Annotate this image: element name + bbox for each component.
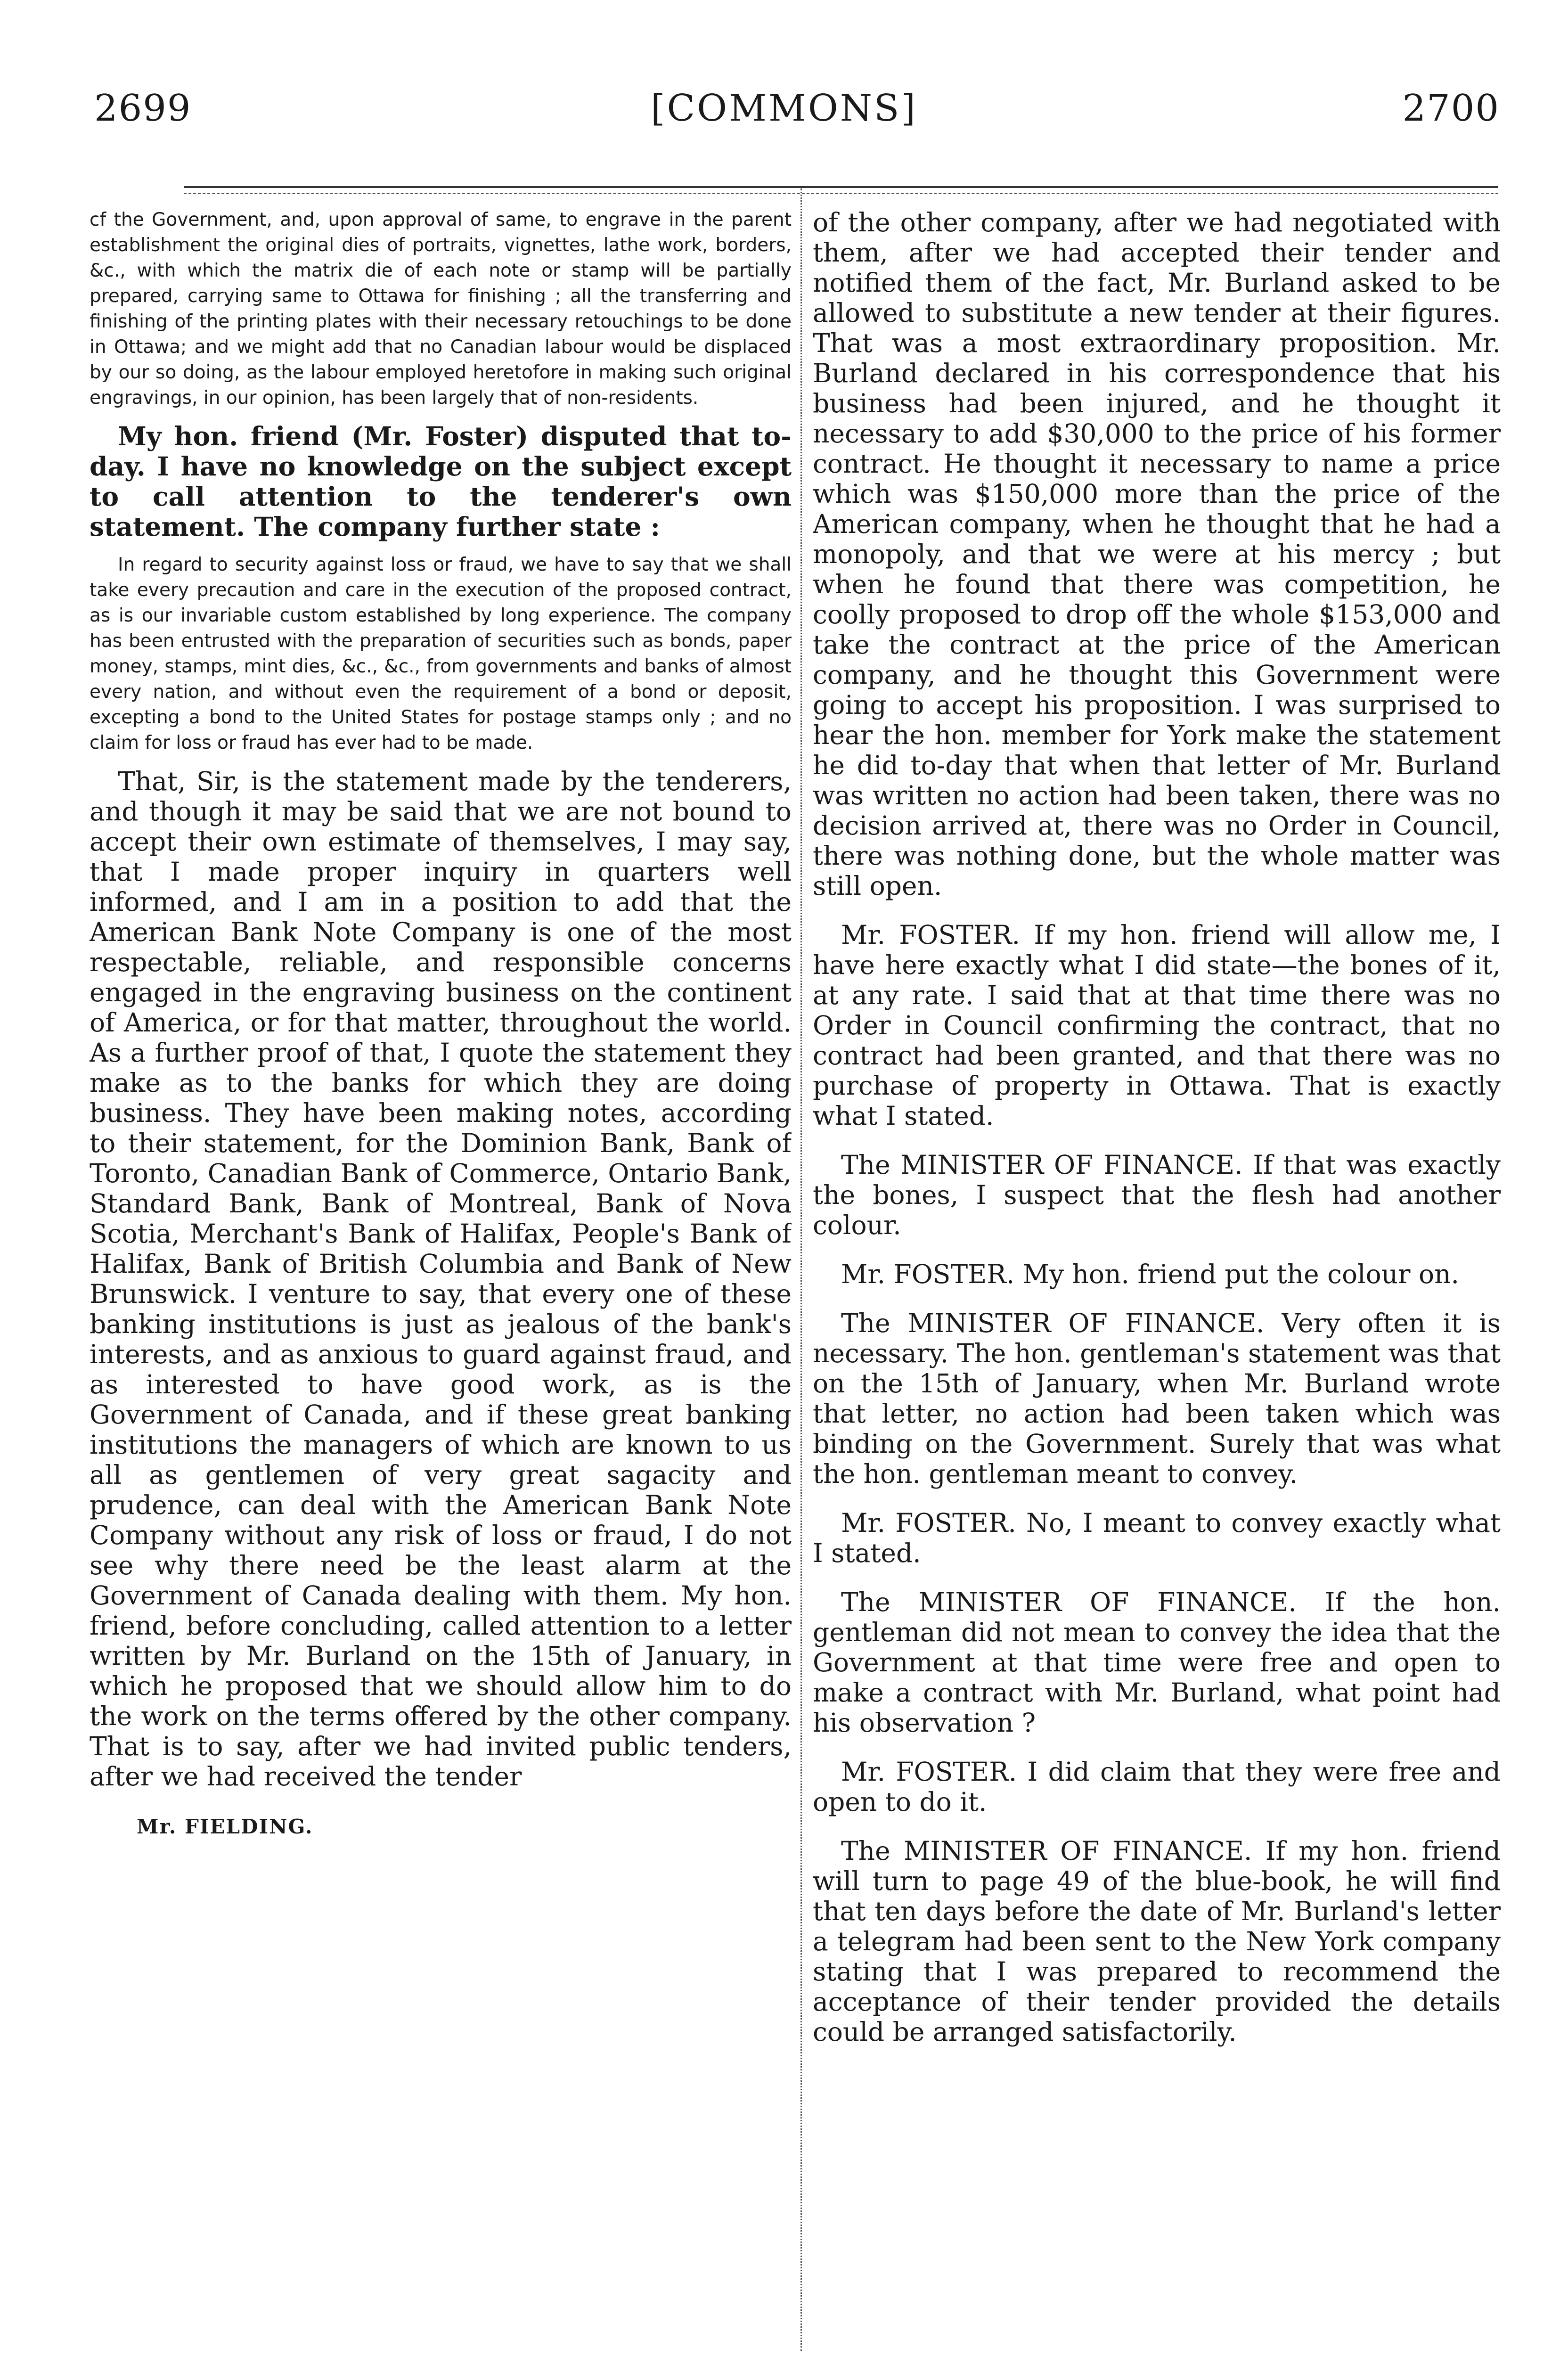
column-divider [800, 188, 802, 2351]
running-title: [COMMONS] [651, 87, 917, 130]
speech-paragraph: The MINISTER OF FINANCE. If my hon. friend will turn to page 49 of the blue-book, he will find that ten days before the date of Mr. Burland's letter a telegram had been sent to the New York company stating that I was prepared to recommend the acceptance of their tender provided the details could be arranged satisfactorily. [813, 1836, 1501, 2047]
speech-paragraph: Mr. FOSTER. No, I meant to convey exactly what I stated. [813, 1508, 1501, 1568]
header-rule [184, 186, 1498, 188]
page-header [0, 87, 1568, 139]
quoted-tender-excerpt: cf the Government, and, upon approval of same, to engrave in the parent establishment the original dies of portraits, vignettes, lathe work, borders, &c., with which the matrix die of each note or stamp will be partially prepared, carrying same to Ottawa for finishing ; all the transferring and finishing of the printing plates with their necessary retouchings to be done in Ottawa; and we might add that no Canadian labour would be displaced by our so doing, as the labour employed heretofore in making such original engravings, in our opinion, has been largely that of non-residents. [90, 209, 792, 409]
quoted-security-excerpt: In regard to security against loss or fraud, we have to say that we shall take every precaution and care in the execution of the proposed contract, as is our invariable custom established by long experience. The company has been entrusted with the preparation of securities such as bonds, paper money, stamps, mint dies, &c., &c., from governments and banks of almost every nation, and without even the requirement of a bond or deposit, excepting a bond to the United States for postage stamps only ; and no claim for loss or fraud has ever had to be made. [90, 554, 792, 753]
header-rule-dashed [184, 193, 1498, 194]
page-number-right: 2700 [1402, 87, 1500, 130]
page-number-left: 2699 [94, 87, 192, 130]
speech-paragraph: Mr. FOSTER. My hon. friend put the colour on. [841, 1259, 1459, 1289]
right-column [813, 207, 1501, 2047]
speech-paragraph: Mr. FOSTER. I did claim that they were free and open to do it. [813, 1757, 1501, 1817]
speech-paragraph: That, Sir, is the statement made by the tenderers, and though it may be said that we are not bound to accept their own estimate of themselves, I may say, that I made proper inquiry in quarters well informed, and I am in a position to add that the American Bank Note Company is one of the most respectable, reliable, and responsible concerns engaged in the engraving business on the continent of America, or for that matter, throughout the world. As a further proof of that, I quote the statement they make as to the banks for which they are doing business. They have been making notes, according to their statement, for the Dominion Bank, Bank of Toronto, Canadian Bank of Commerce, Ontario Bank, Standard Bank, Bank of Montreal, Bank of Nova Scotia, Merchant's Bank of Halifax, People's Bank of Halifax, Bank of British Columbia and Bank of New Brunswick. I venture to say, that every one of these banking institutions is just as jealous of the bank's interests, and as anxious to guard against fraud, and as interested to have good work, as is the Government of Canada, and if these great banking institutions the managers of which are known to us all as gentlemen of very great sagacity and prudence, can deal with the American Bank Note Company without any risk of loss or fraud, I do not see why there need be the least alarm at the Government of Canada dealing with them. My hon. friend, before concluding, called attention to a letter written by Mr. Burland on the 15th of January, in which he proposed that we should allow him to do the work on the terms offered by the other company. That is to say, after we had invited public tenders, after we had received the tender [90, 766, 792, 1792]
left-column [90, 207, 792, 1838]
speech-paragraph: The MINISTER OF FINANCE. Very often it is necessary. The hon. gentleman's statement was that on the 15th of January, when Mr. Burland wrote that letter, no action had been taken which was binding on the Government. Surely that was what the hon. gentleman meant to convey. [813, 1308, 1501, 1489]
speech-paragraph: The MINISTER OF FINANCE. If the hon. gentleman did not mean to convey the idea that the Government at that time were free and open to make a contract with Mr. Burland, what point had his observation ? [813, 1587, 1501, 1738]
speech-paragraph: The MINISTER OF FINANCE. If that was exactly the bones, I suspect that the flesh had another colour. [813, 1150, 1501, 1240]
speech-paragraph: My hon. friend (Mr. Foster) disputed that to-day. I have no knowledge on the subject except to call attention to the tenderer's own statement. The company further state : [90, 421, 792, 542]
speech-paragraph: Mr. FOSTER. If my hon. friend will allow me, I have here exactly what I did state—the bones of it, at any rate. I said that at that time there was no Order in Council confirming the contract, that no contract had been granted, and that there was no purchase of property in Ottawa. That is exactly what I stated. [813, 920, 1501, 1131]
speaker-footer: Mr. FIELDING. [137, 1815, 313, 1838]
speech-paragraph: of the other company, after we had negotiated with them, after we had accepted their tender and notified them of the fact, Mr. Burland asked to be allowed to substitute a new tender at their figures. That was a most extraordinary proposition. Mr. Burland declared in his correspondence that his business had been injured, and he thought it necessary to add $30,000 to the price of his former contract. He thought it necessary to name a price which was $150,000 more than the price of the American company, when he thought that he had a monopoly, and that we were at his mercy ; but when he found that there was competition, he coolly proposed to drop off the whole $153,000 and take the contract at the price of the American company, and he thought this Government were going to accept his proposition. I was surprised to hear the hon. member for York make the statement he did to-day that when that letter of Mr. Burland was written no action had been taken, there was no decision arrived at, there was no Order in Council, there was nothing done, but the whole matter was still open. [813, 207, 1501, 901]
